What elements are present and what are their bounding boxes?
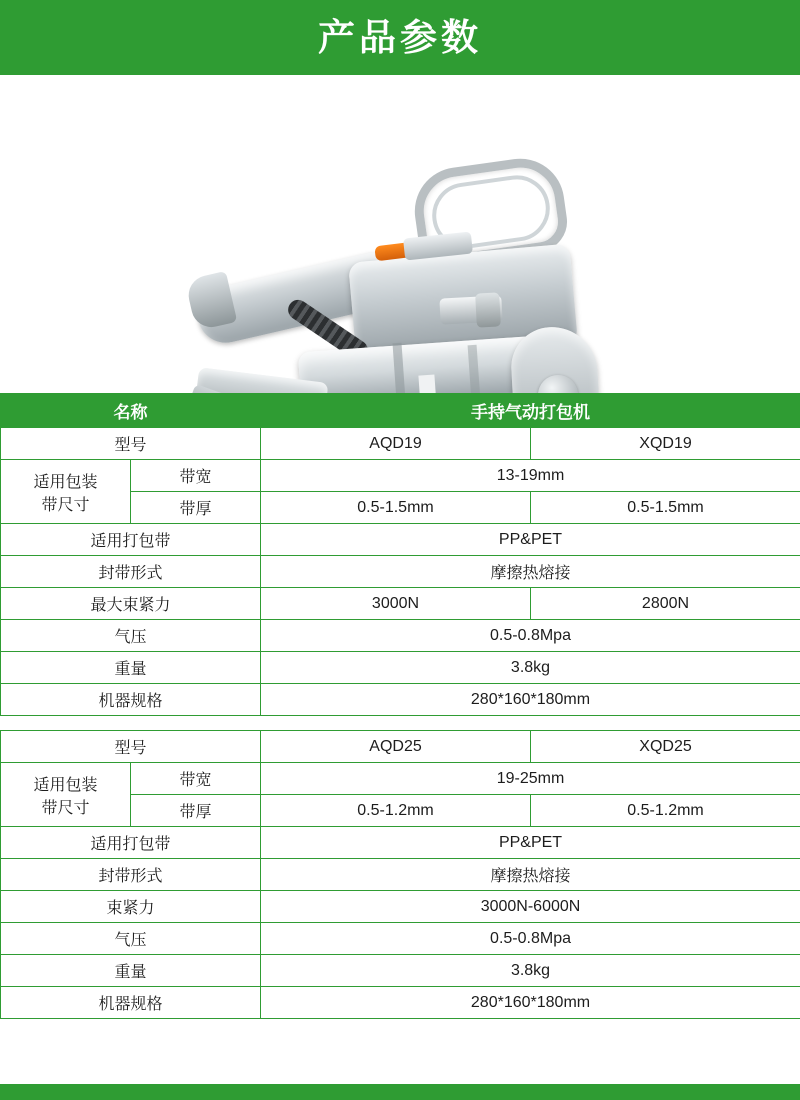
strap-size-line1: 适用包装 [33,473,98,491]
cell-strap-thickness-aqd25: 0.5-1.2mm [261,795,531,827]
row-label-dimensions-2: 机器规格 [1,987,261,1019]
cell-air-pressure-value-2: 0.5-0.8Mpa [261,923,800,955]
row-label-strap-thickness-2: 带厚 [131,795,261,827]
row-label-model-2: 型号 [1,731,261,763]
table-row [1,684,800,716]
cell-strap-thickness-aqd19: 0.5-1.5mm [261,492,531,524]
row-label-seal-type: 封带形式 [1,556,261,588]
cell-dimensions-value: 280*160*180mm [261,684,800,716]
strap-size-2-line1: 适用包装 [33,776,98,794]
cell-weight-value-2: 3.8kg [261,955,800,987]
row-label-strap-width-2: 带宽 [131,763,261,795]
row-label-weight-2: 重量 [1,955,261,987]
page-title: 产品参数 [318,17,482,58]
table-row [1,955,800,987]
cell-model-aqd25: AQD25 [261,731,531,763]
strap-size-2-line2: 带尺寸 [41,799,90,817]
table-row [1,763,800,795]
row-label-dimensions: 机器规格 [1,684,261,716]
page-header-banner [0,0,800,75]
cell-tension-value-2: 3000N-6000N [261,891,800,923]
table-row [1,394,800,428]
cell-strap-thickness-xqd19: 0.5-1.5mm [531,492,800,524]
spec-table-25 [0,730,800,1019]
table-row [1,556,800,588]
spec-table-19 [0,393,800,716]
row-label-strap-type: 适用打包带 [1,524,261,556]
table-row [1,652,800,684]
cell-strap-thickness-xqd25: 0.5-1.2mm [531,795,800,827]
row-label-strap-type-2: 适用打包带 [1,827,261,859]
table-row [1,731,800,763]
cell-max-tension-aqd19: 3000N [261,588,531,620]
table-row [1,460,800,492]
table-row [1,588,800,620]
row-label-seal-type-2: 封带形式 [1,859,261,891]
row-label-weight: 重量 [1,652,261,684]
product-image [0,75,800,393]
row-label-strap-width: 带宽 [131,460,261,492]
table-row [1,827,800,859]
strap-size-line2: 带尺寸 [41,496,90,514]
cell-strap-type-value: PP&PET [261,524,800,556]
cell-seal-type-value-2: 摩擦热熔接 [261,859,800,891]
cell-seal-type-value: 摩擦热熔接 [261,556,800,588]
cell-strap-width-value: 13-19mm [261,460,800,492]
cell-strap-type-value-2: PP&PET [261,827,800,859]
machine-air-inlet-cap [475,292,501,327]
cell-weight-value: 3.8kg [261,652,800,684]
footer-bar [0,1084,800,1100]
cell-max-tension-xqd19: 2800N [531,588,800,620]
row-label-max-tension: 最大束紧力 [1,588,261,620]
row-label-air-pressure-2: 气压 [1,923,261,955]
row-label-air-pressure: 气压 [1,620,261,652]
spec-name-label: 名称 [1,394,261,428]
table-row [1,987,800,1019]
table-row [1,891,800,923]
table-row [1,620,800,652]
table-row [1,428,800,460]
row-label-strap-size-2 [1,763,131,827]
table-row [1,524,800,556]
table-separator [0,716,800,730]
row-label-tension-2: 束紧力 [1,891,261,923]
machine-grip-end [185,271,238,331]
spec-name-value: 手持气动打包机 [261,394,800,428]
cell-model-aqd19: AQD19 [261,428,531,460]
cell-strap-width-value-2: 19-25mm [261,763,800,795]
table-row [1,923,800,955]
row-label-model: 型号 [1,428,261,460]
row-label-strap-size [1,460,131,524]
cell-dimensions-value-2: 280*160*180mm [261,987,800,1019]
cell-model-xqd25: XQD25 [531,731,800,763]
cell-model-xqd19: XQD19 [531,428,800,460]
row-label-strap-thickness: 带厚 [131,492,261,524]
table-row [1,859,800,891]
cell-air-pressure-value: 0.5-0.8Mpa [261,620,800,652]
